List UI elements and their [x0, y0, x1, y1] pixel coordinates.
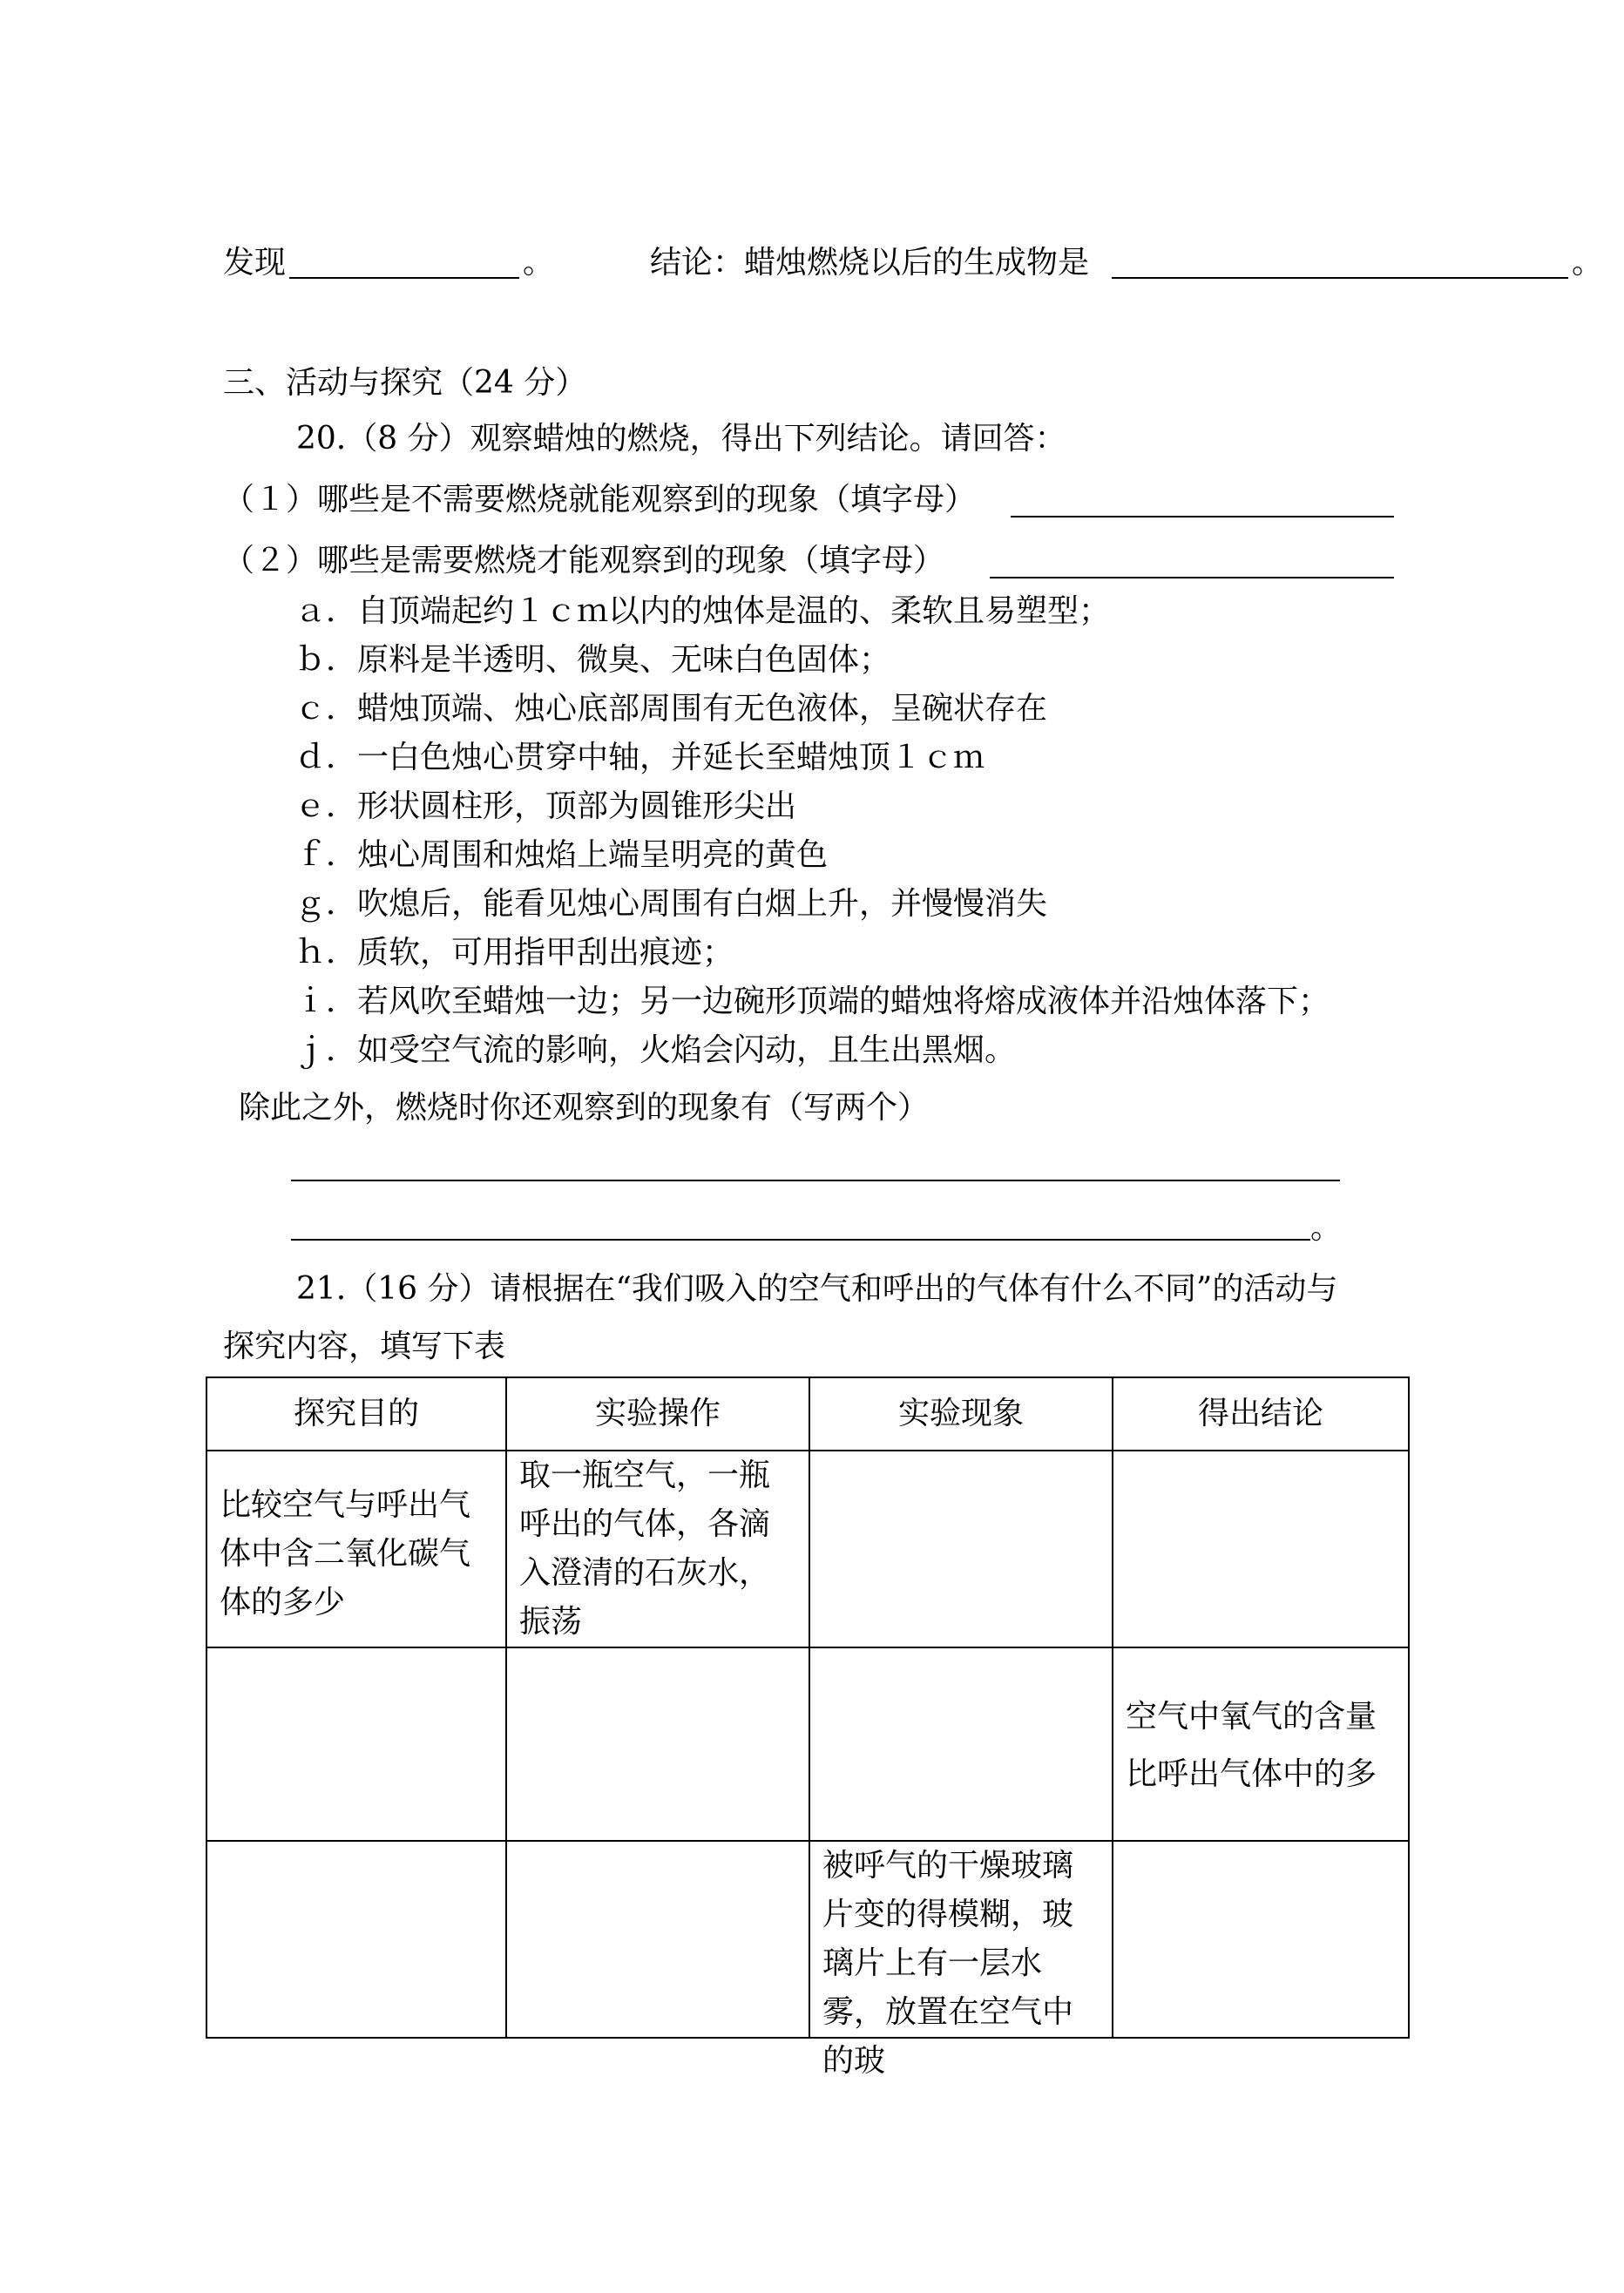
conclusion-label: 结论：蜡烛燃烧以后的生成物是 [650, 245, 1090, 281]
question-20-stem: 20.（8 分）观察蜡烛的燃烧，得出下列结论。请回答： [296, 421, 1066, 457]
question-20-sub1: （１）哪些是不需要燃烧就能观察到的现象（填字母） [223, 482, 977, 517]
cell-text: 取一瓶空气，一瓶呼出的气体，各滴入澄清的石灰水，振荡 [519, 1458, 771, 1640]
extra-observation-prompt: 除此之外，燃烧时你还观察到的现象有（写两个） [239, 1090, 930, 1126]
table-cell [506, 1451, 809, 1647]
inquiry-table [206, 1376, 1410, 2079]
period-mark: 。 [1310, 1210, 1343, 1246]
option-item: ｂ．原料是半透明、微臭、无味白色固体； [294, 642, 891, 678]
table-cell-blank[interactable] [206, 1647, 506, 1841]
answer-blank-extra-2[interactable] [291, 1239, 1310, 1241]
answer-blank-sub1[interactable] [1011, 516, 1394, 517]
option-item: ｄ．一白色烛心贯穿中轴，并延长至蜡烛顶１ｃｍ [294, 740, 985, 775]
option-item: ｆ．烛心周围和烛焰上端呈明亮的黄色 [294, 837, 829, 873]
answer-blank-discovery[interactable] [289, 277, 519, 279]
option-item: ａ．自顶端起约１ｃｍ以内的烛体是温的、柔软且易塑型； [294, 593, 1111, 629]
table-cell-blank[interactable] [1113, 1841, 1409, 2038]
table-cell [1113, 1647, 1409, 1841]
header-cell: 探究目的 [206, 1377, 506, 1451]
table-cell-blank[interactable] [506, 1647, 809, 1841]
option-item: ｉ．若风吹至蜡烛一边；另一边碗形顶端的蜡烛将熔成液体并沿烛体落下； [294, 984, 1330, 1019]
table-cell [809, 1841, 1113, 2079]
option-item: ｊ．如受空气流的影响，火焰会闪动，且生出黑烟。 [294, 1032, 1017, 1068]
table-cell-blank[interactable] [809, 1451, 1113, 1647]
cell-text: 空气中氧气的含量比呼出气体中的多 [1126, 1699, 1377, 1792]
cell-text: 被呼气的干燥玻璃片变的得模糊，玻璃片上有一层水雾，放置在空气中的玻 [822, 1848, 1074, 2079]
cell-text: 比较空气与呼出气体中含二氧化碳气体的多少 [220, 1487, 471, 1620]
table-cell-blank[interactable] [506, 1841, 809, 2038]
option-item: ｇ．吹熄后，能看见烛心周围有白烟上升，并慢慢消失 [294, 886, 1048, 922]
period-mark: 。 [1572, 245, 1604, 281]
question-21-stem-cont: 探究内容，填写下表 [223, 1329, 506, 1364]
period-mark: 。 [523, 245, 555, 281]
option-item: ｃ．蜡烛顶端、烛心底部周围有无色液体，呈碗状存在 [294, 691, 1048, 727]
header-cell: 实验操作 [506, 1377, 809, 1451]
section-heading: 三、活动与探究（24 分） [223, 365, 587, 401]
option-item: ｈ．质软，可用指甲刮出痕迹； [294, 935, 734, 971]
header-cell: 得出结论 [1113, 1377, 1409, 1451]
answer-blank-extra-1[interactable] [291, 1180, 1340, 1181]
table-row [206, 1647, 1409, 1841]
table-cell-blank[interactable] [1113, 1451, 1409, 1647]
answer-blank-conclusion[interactable] [1112, 277, 1568, 279]
table-row [206, 1451, 1409, 1647]
table-header-row [206, 1377, 1409, 1451]
answer-blank-sub2[interactable] [990, 577, 1394, 578]
question-21-stem: 21.（16 分）请根据在“我们吸入的空气和呼出的气体有什么不同”的活动与 [296, 1271, 1338, 1307]
option-item: ｅ．形状圆柱形，顶部为圆锥形尖出 [294, 788, 797, 824]
table-cell-blank[interactable] [809, 1647, 1113, 1841]
table-row [206, 1841, 1409, 2038]
question-20-sub2: （２）哪些是需要燃烧才能观察到的现象（填字母） [223, 543, 945, 578]
table-cell-blank[interactable] [206, 1841, 506, 2038]
table-cell [206, 1451, 506, 1647]
faxian-label: 发现 [223, 245, 287, 281]
header-cell: 实验现象 [809, 1377, 1113, 1451]
